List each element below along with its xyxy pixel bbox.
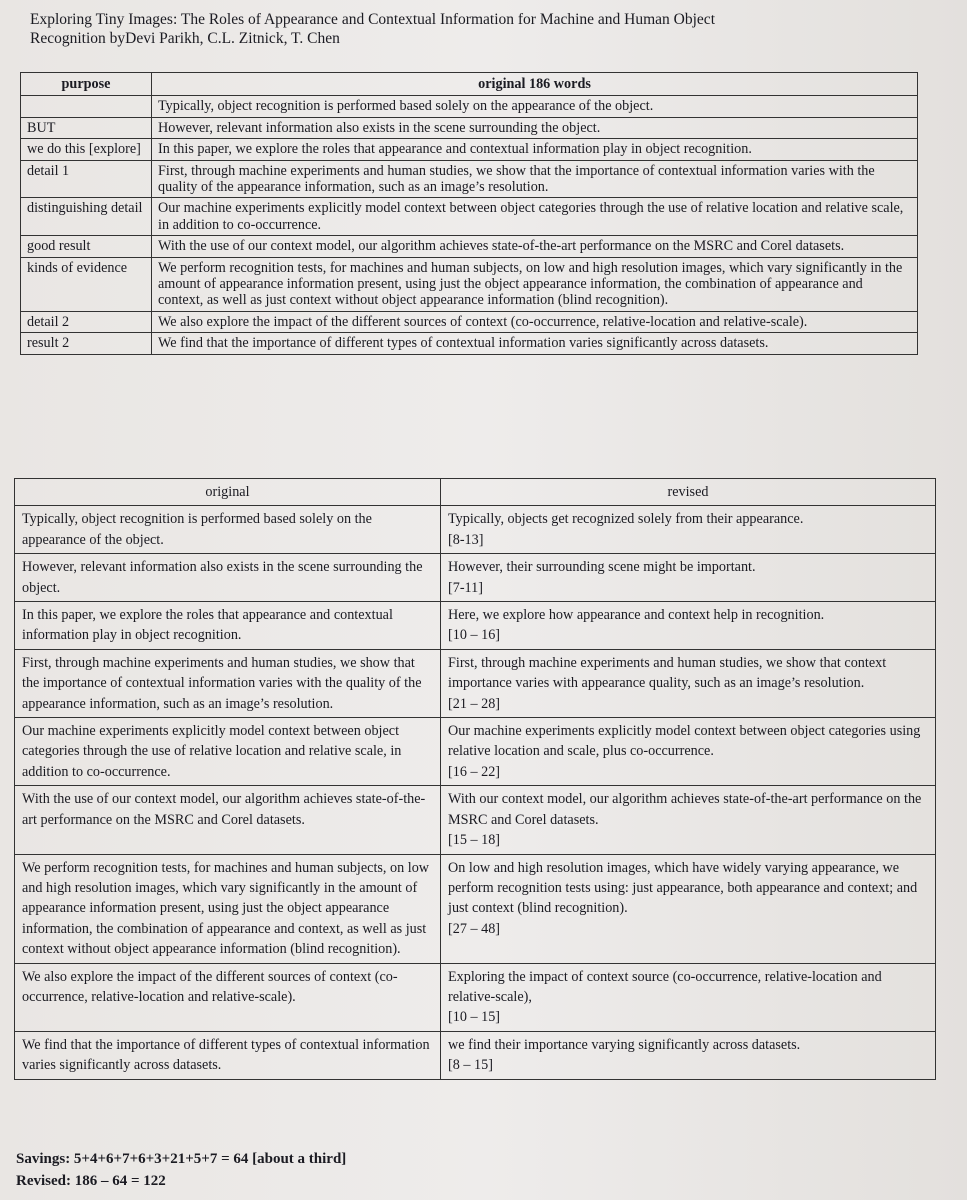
revised-cell: [441, 602, 936, 650]
table-row: [15, 649, 936, 717]
revision-table-header: [15, 479, 936, 506]
purpose-header: purpose: [21, 73, 152, 96]
word-count-range: [21 – 28]: [448, 695, 501, 712]
word-count-range: [16 – 22]: [448, 763, 501, 780]
revised-cell: [441, 554, 936, 602]
word-count-range: [8-13]: [448, 531, 484, 548]
row-label: result 2: [21, 333, 152, 354]
title-line-1: Exploring Tiny Images: The Roles of Appearance and Contextual Information for Machine and Human Object: [30, 11, 715, 28]
table-row: [21, 139, 918, 160]
row-text: However, relevant information also exists in the scene surrounding the object.: [152, 117, 918, 138]
revised-cell: [441, 786, 936, 854]
row-label: kinds of evidence: [21, 257, 152, 311]
title-line-2: Recognition byDevi Parikh, C.L. Zitnick, T. Chen: [30, 30, 340, 47]
table-row: [15, 718, 936, 786]
revised-header: revised: [441, 479, 936, 506]
revised-text: Exploring the impact of context source (co-occurrence, relative-location and relative-scale),: [448, 968, 882, 1005]
table-row: [21, 257, 918, 311]
savings-line: Savings: 5+4+6+7+6+3+21+5+7 = 64 [about a third]: [16, 1151, 347, 1167]
row-text: We also explore the impact of the different sources of context (co-occurrence, relative-location and relative-scale).: [152, 311, 918, 332]
table-row: [21, 311, 918, 332]
summary-footer: [16, 1148, 346, 1192]
table-row: [21, 160, 918, 198]
original-text: Our machine experiments explicitly model context between object categories through the use of relative location and relative scale, in addition to co-occurrence.: [15, 718, 441, 786]
revised-total-line: Revised: 186 – 64 = 122: [16, 1173, 166, 1189]
original-text: We find that the importance of different types of contextual information varies significantly across datasets.: [15, 1031, 441, 1079]
row-label: detail 1: [21, 160, 152, 198]
table-row: [21, 236, 918, 257]
word-count-range: [27 – 48]: [448, 920, 501, 937]
table-row: [21, 333, 918, 354]
revised-text: First, through machine experiments and human studies, we show that context importance varies with appearance quality, such as an image’s resolution.: [448, 654, 887, 692]
row-label: we do this [explore]: [21, 139, 152, 160]
row-label: [21, 96, 152, 117]
word-count-range: [7-11]: [448, 579, 483, 596]
revised-cell: [441, 649, 936, 717]
row-text: We find that the importance of different types of contextual information varies significantly across datasets.: [152, 333, 918, 354]
original-text: We perform recognition tests, for machines and human subjects, on low and high resolution images, which vary significantly in the amount of appearance information present, using just the object appearance information, the combination of appearance and context, as well as just context without object appearance information (blind recognition).: [15, 854, 441, 963]
row-text: Typically, object recognition is performed based solely on the appearance of the object.: [152, 96, 918, 117]
row-text: With the use of our context model, our algorithm achieves state-of-the-art performance on the MSRC and Corel datasets.: [152, 236, 918, 257]
original-text: However, relevant information also exists in the scene surrounding the object.: [15, 554, 441, 602]
table-row: [15, 554, 936, 602]
revised-text: Typically, objects get recognized solely from their appearance.: [448, 511, 804, 528]
row-text: In this paper, we explore the roles that appearance and contextual information play in object recognition.: [152, 139, 918, 160]
row-text: Our machine experiments explicitly model context between object categories through the use of relative location and relative scale, in addition to co-occurrence.: [152, 198, 918, 236]
row-label: detail 2: [21, 311, 152, 332]
purpose-table: [20, 72, 918, 355]
table-row: [21, 96, 918, 117]
revised-text: With our context model, our algorithm achieves state-of-the-art performance on the MSRC and Corel datasets.: [448, 791, 922, 828]
table-row: [15, 1031, 936, 1079]
revised-cell: [441, 718, 936, 786]
original-text: Typically, object recognition is performed based solely on the appearance of the object.: [15, 506, 441, 554]
table-row: [15, 506, 936, 554]
revised-text: Here, we explore how appearance and context help in recognition.: [448, 607, 825, 624]
revised-text: we find their importance varying significantly across datasets.: [448, 1036, 801, 1053]
original-header: original: [15, 479, 441, 506]
revised-text: However, their surrounding scene might be important.: [448, 559, 756, 576]
table-row: [15, 963, 936, 1031]
original-text: In this paper, we explore the roles that appearance and contextual information play in object recognition.: [15, 602, 441, 650]
word-count-range: [10 – 15]: [448, 1009, 501, 1026]
word-count-range: [15 – 18]: [448, 832, 501, 849]
row-text: We perform recognition tests, for machines and human subjects, on low and high resolution images, which vary significantly in the amount of appearance information present, using just the object appearance information, the combination of appearance and context, as well as just context without object appearance information (blind recognition).: [152, 257, 918, 311]
revised-text: Our machine experiments explicitly model context between object categories using relative location and scale, plus co-occurrence.: [448, 723, 921, 760]
revision-table: [14, 478, 936, 1080]
row-label: BUT: [21, 117, 152, 138]
original-text: First, through machine experiments and human studies, we show that the importance of contextual information varies with the quality of the appearance information, such as an image’s resolution.: [15, 649, 441, 717]
revised-cell: [441, 963, 936, 1031]
row-label: distinguishing detail: [21, 198, 152, 236]
row-label: good result: [21, 236, 152, 257]
document-title: [30, 10, 930, 48]
original-words-header: original 186 words: [152, 73, 918, 96]
original-text: With the use of our context model, our algorithm achieves state-of-the-art performance on the MSRC and Corel datasets.: [15, 786, 441, 854]
table-row: [15, 786, 936, 854]
revised-cell: [441, 1031, 936, 1079]
word-count-range: [8 – 15]: [448, 1057, 493, 1074]
original-text: We also explore the impact of the different sources of context (co-occurrence, relative-location and relative-scale).: [15, 963, 441, 1031]
revised-text: On low and high resolution images, which have widely varying appearance, we perform recognition tests using: just appearance, both appearance and context; and just context (blind recognition).: [448, 859, 918, 917]
table-row: [21, 198, 918, 236]
word-count-range: [10 – 16]: [448, 627, 501, 644]
table-row: [21, 117, 918, 138]
revised-cell: [441, 506, 936, 554]
revised-cell: [441, 854, 936, 963]
table-row: [15, 602, 936, 650]
purpose-table-header: [21, 73, 918, 96]
table-row: [15, 854, 936, 963]
row-text: First, through machine experiments and human studies, we show that the importance of contextual information varies with the quality of the appearance information, such as an image’s resolution.: [152, 160, 918, 198]
